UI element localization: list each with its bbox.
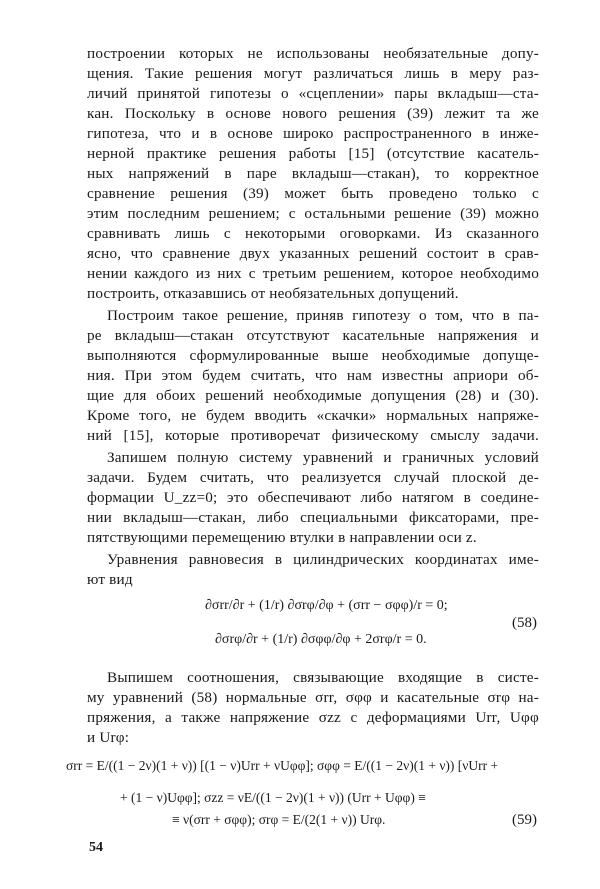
equation-58-line-2: ∂σrφ/∂r + (1/r) ∂σφφ/∂φ + 2σrφ/r = 0. [215,632,427,647]
text-line: задачи. Будем считать, что реализуется случай плоской де- [87,469,539,486]
text-line: построении которых не использованы необязательные допу- [87,45,539,62]
equation-59-line-3: ≡ ν(σrr + σφφ); σrφ = E/(2(1 + ν)) Urφ. [172,812,386,827]
text-line: ний [15], которые противоречат физическому смыслу задачи. [87,427,539,444]
text-line: Кроме того, не будем вводить «скачки» нормальных напряже- [87,407,539,424]
text-line: ния. При этом будем считать, что нам известны априори об- [87,367,539,384]
equation-59-line-2: + (1 − ν)Uφφ]; σzz = νE/((1 − 2ν)(1 + ν)) (Urr + Uφφ) ≡ [120,790,426,805]
text-line: Запишем полную систему уравнений и граничных условий [107,449,539,466]
text-line: ют вид [87,571,133,588]
text-line: кан. Поскольку в основе нового решения (39) лежит та же [87,105,539,122]
equation-number-59: (59) [512,812,537,828]
text-line: построить, отказавшись от необязательных допущений. [87,285,459,302]
text-line: пряжения, а также напряжение σzz с деформациями Urr, Uφφ [87,709,539,726]
text-line: Построим такое решение, приняв гипотезу о том, что в па- [107,307,539,324]
text-line: Выпишем соотношения, связывающие входящие в систе- [107,669,539,686]
text-line: нении каждого из них с третьим решением, которое необходимо [87,265,539,282]
text-line: пятствующими перемещению втулки в направлении оси z. [87,529,477,546]
text-line: сравнивать лишь с некоторыми оговорками. Из сказанного [87,225,539,242]
text-line: личий принятой гипотезы о «сцеплении» пары вкладыш—ста- [87,85,539,102]
text-line: нии вкладыш—стакан, либо специальными фиксаторами, пре- [87,509,539,526]
text-line: щения. Такие решения могут различаться лишь в меру раз- [87,65,539,82]
equation-number-58: (58) [512,615,537,631]
text-line: выполняются сформулированные выше необходимые допуще- [87,347,539,364]
text-line: этим последним решением; с остальными решение (39) можно [87,205,539,222]
text-line: Уравнения равновесия в цилиндрических координатах име- [107,551,539,568]
text-line: ных напряжений в паре вкладыш—стакан), то корректное [87,165,539,182]
equation-58-line-1: ∂σrr/∂r + (1/r) ∂σrφ/∂φ + (σrr − σφφ)/r = 0; [205,598,448,613]
page-number: 54 [89,840,103,855]
text-line: гипотеза, что и в основе широко распространенного в инже- [87,125,539,142]
text-line: ре вкладыш—стакан отсутствуют касательные напряжения и [87,327,539,344]
equation-59-line-1: σrr = E/((1 − 2ν)(1 + ν)) [(1 − ν)Urr + νUφφ]; σφφ = E/((1 − 2ν)(1 + ν)) [νUrr + [66,758,499,773]
text-line: и Urφ: [87,729,130,746]
text-line: щие для обоих решений необходимые допущения (28) и (30). [87,387,539,404]
text-line: формации U_zz=0; это обеспечивают либо натягом в соедине- [87,489,539,506]
text-line: нерной практике решения работы [15] (отсутствие касатель- [87,145,539,162]
text-line: му уравнений (58) нормальные σrr, σφφ и касательные σrφ на- [87,689,539,706]
text-line: сравнение решения (39) может быть проведено только с [87,185,539,202]
text-line: ясно, что сравнение двух указанных решений состоит в срав- [87,245,539,262]
